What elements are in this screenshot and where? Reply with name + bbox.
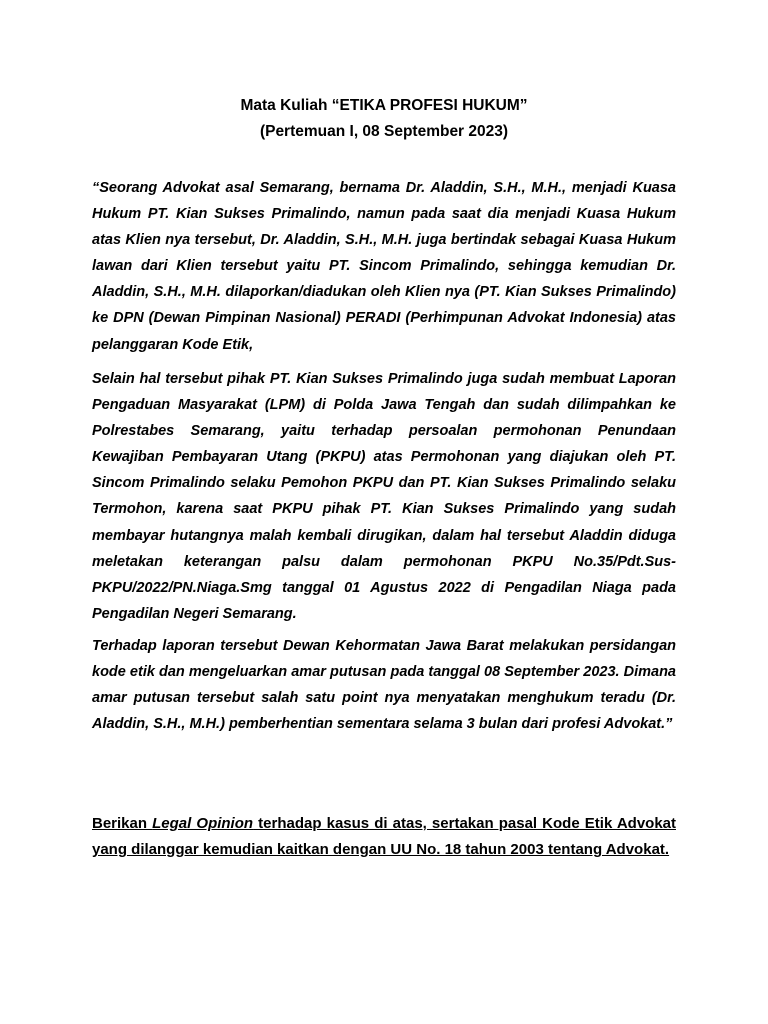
document-title [0,93,768,145]
case-paragraph-3: Terhadap laporan tersebut Dewan Kehormatan Jawa Barat melakukan persidangan kode etik dan mengeluarkan amar putusan pada tanggal 08 September 2023. Dimana amar putusan tersebut salah satu point nya menyatakan menghukum teradu (Dr. Aladdin, S.H., M.H.) pemberhentian sementara selama 3 bulan dari profesi Advokat.” [92,638,676,733]
instruction-emphasis: Legal Opinion [152,815,254,832]
assignment-instruction [92,811,676,863]
case-paragraph-2: Selain hal tersebut pihak PT. Kian Sukses Primalindo juga sudah membuat Laporan Pengaduan Masyarakat (LPM) di Polda Jawa Tengah dan sudah dilimpahkan ke Polrestabes Semarang, yaitu terhadap persoalan permohonan Penundaan Kewajiban Pembayaran Utang (PKPU) atas Permohonan yang diajukan oleh PT. Sincom Primalindo selaku Pemohon PKPU dan PT. Kian Sukses Primalindo selaku Termohon, karena saat PKPU pihak PT. Kian Sukses Primalindo yang sudah membayar hutangnya malah kembali dirugikan, dalam hal tersebut Aladdin diduga meletakan keterangan palsu dalam permohonan PKPU No.35/Pdt.Sus-PKPU/2022/PN.Niaga.Smg tanggal 01 Agustus 2022 di Pengadilan Niaga pada Pengadilan Negeri Semarang. [92,371,676,622]
title-session-date: (Pertemuan I, 08 September 2023) [259,123,509,140]
title-course-name: Mata Kuliah “ETIKA PROFESI HUKUM” [240,97,528,114]
instruction-prefix: Berikan [92,815,153,832]
case-paragraph-1: “Seorang Advokat asal Semarang, bernama Dr. Aladdin, S.H., M.H., menjadi Kuasa Hukum PT. Kian Sukses Primalindo, namun pada saat dia menjadi Kuasa Hukum atas Klien nya tersebut, Dr. Aladdin, S.H., M.H. juga bertindak sebagai Kuasa Hukum lawan dari Klien tersebut yaitu PT. Sincom Primalindo, sehingga kemudian Dr. Aladdin, S.H., M.H. dilaporkan/diadukan oleh Klien nya (PT. Kian Sukses Primalindo) ke DPN (Dewan Pimpinan Nasional) PERADI (Perhimpunan Advokat Indonesia) atas pelanggaran Kode Etik, [92,180,676,353]
instruction-suffix: terhadap kasus di atas, sertakan pasal Kode Etik Advokat yang dilanggar kemudian kaitkan dengan UU No. 18 tahun 2003 tentang Advokat. [92,815,676,858]
